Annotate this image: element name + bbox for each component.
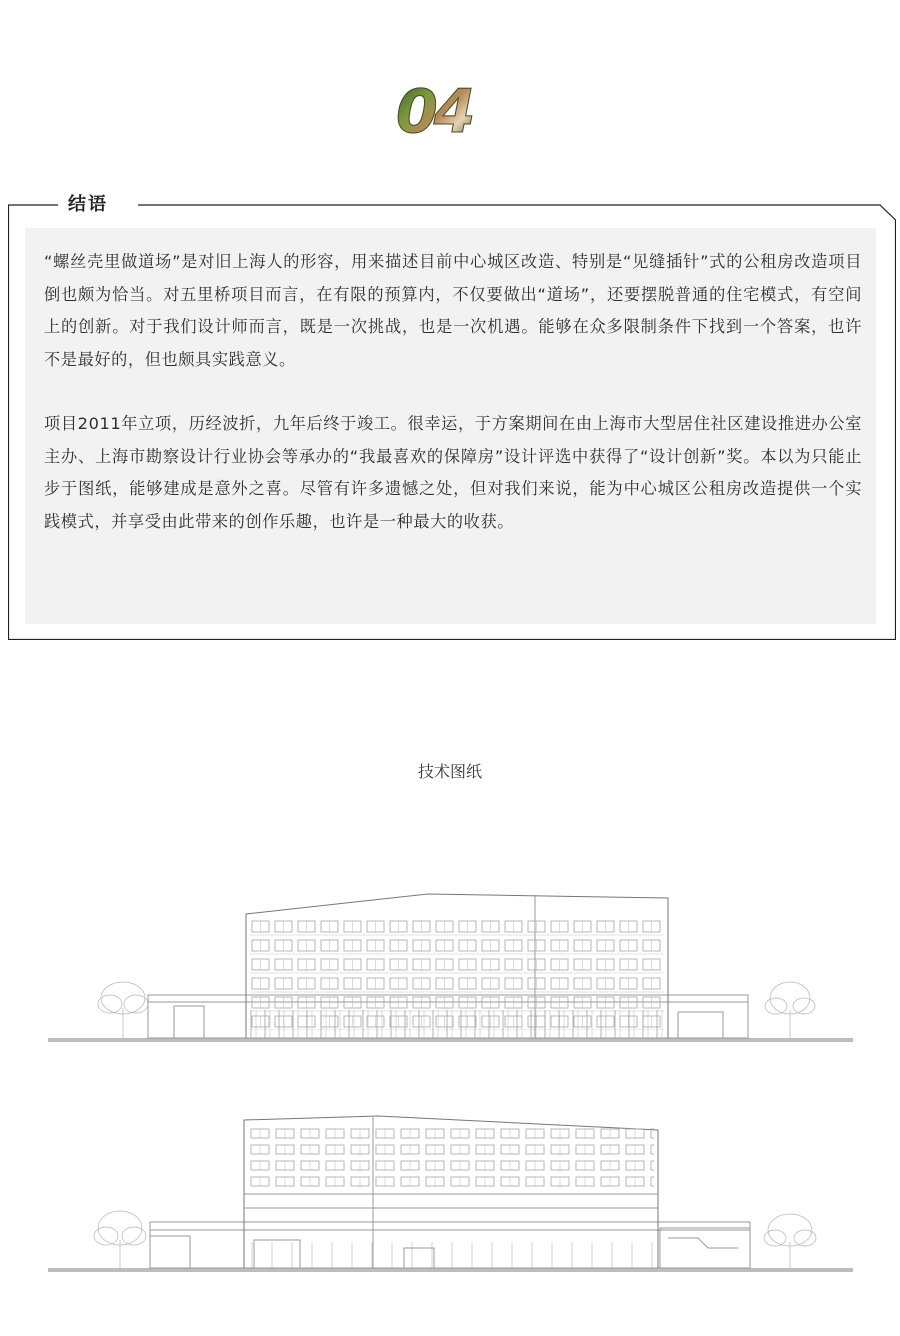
- ground-line: [48, 1038, 853, 1042]
- section-number-badge: [396, 77, 508, 147]
- drawings-caption: 技术图纸: [417, 762, 482, 781]
- tree-left: [98, 982, 148, 1038]
- section-title: 结语: [58, 192, 118, 218]
- conclusion-paragraph: 项目2011年立项，历经波折，九年后终于竣工。很幸运，于方案期间在由上海市大型居住社区建设推进办公室主办、上海市勘察设计行业协会等承办的“我最喜欢的保障房”设计评选中获得了“设计创新”奖。本以为只能止步于图纸，能够建成是意外之喜。尽管有许多遗憾之处，但对我们来说，能为中心城区公租房改造提供一个实践模式，并享受由此带来的创作乐趣，也许是一种最大的收获。: [44, 414, 862, 531]
- tree-right: [764, 1214, 816, 1268]
- elevation-drawing-2: [48, 1112, 853, 1276]
- tree-right: [765, 982, 815, 1038]
- conclusion-paragraph: “螺丝壳里做道场”是对旧上海人的形容，用来描述目前中心城区改造、特别是“见缝插针”式的公租房改造项目倒也颇为恰当。对五里桥项目而言，在有限的预算内，不仅要做出“道场”，还要摆脱普通的住宅模式，有空间上的创新。对于我们设计师而言，既是一次挑战，也是一次机遇。能够在众多限制条件下找到一个答案，也许不是最好的，但也颇具实践意义。: [44, 252, 862, 369]
- tree-left: [94, 1211, 146, 1268]
- conclusion-text-panel: [25, 228, 876, 624]
- elevation-drawing-1: [48, 880, 853, 1046]
- ground-line: [48, 1268, 853, 1272]
- section-number: 04: [396, 84, 508, 140]
